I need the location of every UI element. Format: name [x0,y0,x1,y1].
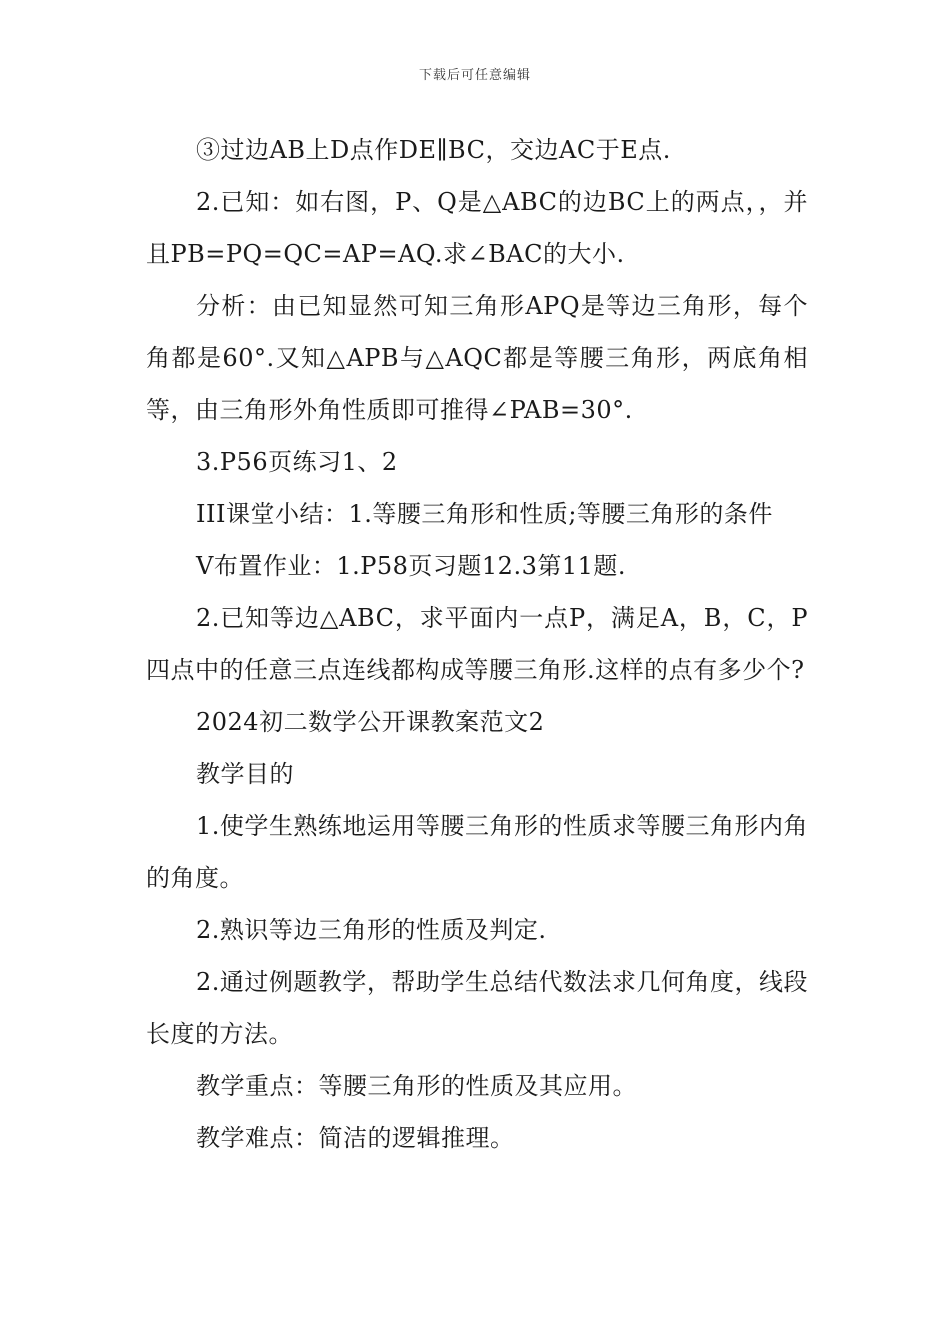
section-heading-objectives: 教学目的 [196,760,294,788]
paragraph-summary: III课堂小结：1.等腰三角形和性质;等腰三角形的条件 [196,500,773,528]
paragraph-exercise: 3.P56页练习1、2 [196,448,398,476]
paragraph-homework-2: 2.已知等边△ABC，求平面内一点P，满足A，B，C，P四点中的任意三点连线都构成等腰三角形.这样的点有多少个? [146,604,808,684]
teaching-focus: 教学重点：等腰三角形的性质及其应用。 [196,1072,637,1100]
section-title: 2024初二数学公开课教案范文2 [196,708,545,736]
objective-2: 2.熟识等边三角形的性质及判定. [196,916,547,944]
paragraph-construction-step: ③过边AB上D点作DE∥BC，交边AC于E点. [196,136,671,164]
teaching-difficulty: 教学难点：简洁的逻辑推理。 [196,1124,515,1152]
paragraph-homework: V布置作业：1.P58页习题12.3第11题. [196,552,627,580]
objective-1: 1.使学生熟练地运用等腰三角形的性质求等腰三角形内角的角度。 [146,812,808,892]
document-body [146,124,808,1164]
objective-3: 2.通过例题教学，帮助学生总结代数法求几何角度，线段长度的方法。 [146,968,808,1048]
paragraph-problem-2: 2.已知：如右图，P、Q是△ABC的边BC上的两点，，并且PB=PQ=QC=AP=AQ.求∠BAC的大小. [146,188,808,268]
paragraph-analysis: 分析：由已知显然可知三角形APQ是等边三角形，每个角都是60°.又知△APB与△AQC都是等腰三角形，两底角相等，由三角形外角性质即可推得∠PAB=30°. [146,292,808,424]
page-header: 下载后可任意编辑 [418,68,531,83]
